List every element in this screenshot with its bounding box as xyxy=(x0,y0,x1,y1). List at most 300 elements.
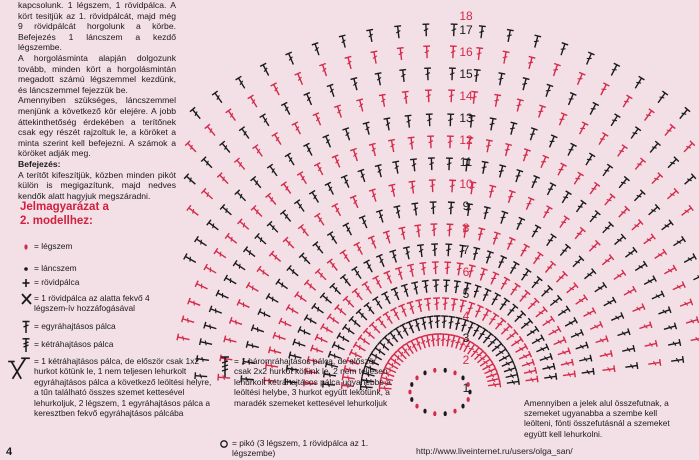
stitch-mark xyxy=(560,359,573,368)
stitch-mark xyxy=(475,48,483,61)
stitch-mark xyxy=(531,35,541,48)
stitch-mark xyxy=(653,249,667,261)
stitch-mark xyxy=(419,317,428,330)
stitch-mark xyxy=(449,68,456,80)
stitch-mark xyxy=(471,247,480,260)
stitch-mark xyxy=(483,251,493,265)
stitch-mark xyxy=(646,204,659,217)
stitch-mark xyxy=(309,191,321,205)
stitch-mark xyxy=(557,348,571,358)
stitch-mark xyxy=(234,158,247,172)
stitch-mark xyxy=(406,321,417,335)
stitch-mark xyxy=(433,298,440,310)
round-number: 4 xyxy=(462,309,470,323)
stitch-mark xyxy=(514,99,524,112)
ring-chain xyxy=(423,409,426,414)
round-number: 14 xyxy=(459,89,473,103)
stitch-mark xyxy=(375,73,384,86)
stitch-mark xyxy=(539,353,553,363)
stitch-mark xyxy=(518,244,530,258)
legend-title-line-2: 2. modellhez: xyxy=(20,215,93,227)
stitch-mark xyxy=(295,72,306,86)
legend-text: = kétráhajtásos pálca xyxy=(34,339,114,349)
stitch-mark xyxy=(177,334,190,343)
stitch-mark xyxy=(550,64,560,78)
stitch-mark xyxy=(584,52,595,66)
stitch-mark xyxy=(667,339,680,348)
stitch-mark xyxy=(480,289,491,303)
stitch-mark xyxy=(490,232,500,246)
stitch-mark xyxy=(683,254,697,266)
stitch-mark xyxy=(381,292,393,306)
finish-text: A terítőt kifeszítjük, közben minden pikót külön is megigazítunk, majd nedves kendők alatt hagyjuk megszáradni. xyxy=(18,169,176,201)
stitch-mark xyxy=(201,188,214,201)
stitch-mark xyxy=(271,83,283,97)
single-crochet-icon xyxy=(20,276,34,290)
stitch-mark xyxy=(411,282,420,295)
stitch-mark xyxy=(260,114,272,128)
stitch-mark xyxy=(448,90,455,102)
stitch-mark xyxy=(349,316,363,329)
stitch-mark xyxy=(376,254,387,268)
stitch-mark xyxy=(565,93,576,107)
stitch-mark xyxy=(287,265,301,278)
stitch-mark xyxy=(395,267,405,281)
round-number: 1 xyxy=(462,381,470,395)
stitch-mark xyxy=(330,283,343,296)
stitch-mark xyxy=(298,224,311,238)
stitch-mark xyxy=(608,114,620,128)
stitch-mark xyxy=(220,204,233,217)
stitch-mark xyxy=(477,268,487,282)
stitch-mark xyxy=(190,107,203,121)
stitch-mark xyxy=(332,342,346,353)
stitch-mark xyxy=(481,361,495,373)
stitch-mark xyxy=(575,342,589,352)
ring-chain xyxy=(433,411,436,416)
stitch-mark xyxy=(248,95,260,109)
chain-stitch-icon xyxy=(20,240,34,254)
stitch-mark xyxy=(187,205,201,218)
stitch-mark xyxy=(255,233,268,246)
stitch-mark xyxy=(195,236,209,248)
ring-chain xyxy=(444,368,447,373)
triple-treble-cluster-icon xyxy=(218,355,232,379)
stitch-mark xyxy=(217,173,230,186)
stitch-mark xyxy=(185,141,198,154)
stitch-mark xyxy=(529,176,540,190)
stitch-mark xyxy=(571,172,583,186)
legend-text: = egyráhajtásos pálca xyxy=(34,321,116,331)
stitch-mark xyxy=(593,282,607,294)
legend-title-line-1: Jelmagyarázat a xyxy=(20,201,109,213)
stitch-mark xyxy=(327,84,337,98)
stitch-mark xyxy=(628,127,641,141)
stitch-mark xyxy=(200,338,213,347)
stitch-mark xyxy=(648,359,661,367)
stitch-mark xyxy=(512,311,525,324)
stitch-mark xyxy=(293,339,307,349)
stitch-mark xyxy=(311,345,325,355)
stitch-mark xyxy=(441,298,448,310)
stitch-mark xyxy=(394,26,402,39)
stitch-mark xyxy=(260,63,272,77)
stitch-mark xyxy=(665,188,678,201)
stitch-mark xyxy=(663,265,677,277)
stitch-mark xyxy=(671,281,685,292)
stitch-mark xyxy=(432,280,439,292)
stitch-mark xyxy=(272,133,284,147)
diagram-rounds xyxy=(177,24,699,392)
stitch-mark xyxy=(500,358,514,369)
stitch-mark xyxy=(449,46,456,58)
stitch-mark xyxy=(546,135,557,149)
stitch-mark xyxy=(369,143,379,156)
stitch-mark xyxy=(445,244,452,256)
stitch-mark xyxy=(600,255,614,268)
stitch-mark xyxy=(547,326,561,338)
round-number: 17 xyxy=(459,23,473,37)
stitch-mark xyxy=(327,314,341,327)
stitch-mark xyxy=(339,35,349,48)
stitch-mark xyxy=(430,224,437,236)
ring-chain xyxy=(433,368,436,373)
stitch-mark xyxy=(430,202,437,214)
stitch-mark xyxy=(446,136,453,148)
stitch-mark xyxy=(625,362,638,370)
stitch-mark xyxy=(608,63,620,77)
stitch-mark xyxy=(498,211,508,225)
stitch-mark xyxy=(534,307,548,320)
stitch-mark xyxy=(480,161,489,174)
stitch-mark xyxy=(280,210,293,224)
stitch-mark xyxy=(415,300,424,313)
instructions-paragraph-2: A horgolásminta alapján dolgozunk tovább, minden kört a horgolásmintán megadott számú légszemmel kezdünk, és láncszemmel fejezzük be. xyxy=(18,52,176,95)
stitch-mark xyxy=(502,144,512,157)
stitch-mark xyxy=(408,137,416,150)
stitch-mark xyxy=(450,24,457,36)
stitch-mark xyxy=(535,344,549,355)
stitch-mark xyxy=(397,48,405,61)
stitch-mark xyxy=(432,262,439,274)
round-number: 10 xyxy=(459,177,473,191)
stitch-mark xyxy=(257,266,271,279)
stitch-mark xyxy=(662,124,675,138)
stitch-mark xyxy=(327,259,340,273)
stitch-mark xyxy=(281,102,293,116)
stitch-mark xyxy=(188,298,202,309)
stitch-mark xyxy=(383,231,393,245)
legend-text: = 1 kétráhajtásos pálca, de először csak 1x2 hurkot kötünk le, 1 nem teljesen lehurkolt egyráhajtásos pálca a következő leöltési helyre, a tűn található összes szemet kettesével lehurkoljuk, 2 légszem, 1 egyráhajtásos pálca a keresztben fekvő egyráhajtásos pálcába xyxy=(34,356,212,419)
stitch-mark xyxy=(392,352,406,365)
stitch-mark xyxy=(323,135,334,149)
stitch-mark xyxy=(204,322,217,332)
stitch-mark xyxy=(201,157,214,170)
stitch-mark xyxy=(453,317,462,330)
stitch-mark xyxy=(321,324,335,336)
stitch-mark xyxy=(677,107,690,121)
stitch-mark xyxy=(362,282,374,296)
round-number: 2 xyxy=(462,353,470,367)
stitch-mark xyxy=(304,315,318,327)
stitch-mark xyxy=(492,94,501,107)
stitch-mark xyxy=(526,56,536,69)
stitch-mark xyxy=(541,206,553,220)
stitch-mark xyxy=(610,312,624,323)
stitch-mark xyxy=(358,169,368,183)
instructions-paragraph-3: Amennyiben szükséges, láncszemmel menjünk a következő kör elejére. A jobb áttekinthetőség érdekében a terítőnek csak egy részét rajzoltuk le, a köröket a minta szerint kell befejezni. A számok a köröket adják meg. xyxy=(18,95,176,159)
stitch-mark xyxy=(299,253,312,266)
stitch-mark xyxy=(623,247,637,260)
stitch-mark xyxy=(587,211,600,225)
stitch-mark xyxy=(267,221,280,234)
stitch-mark xyxy=(630,219,643,232)
stitch-mark xyxy=(447,316,455,329)
stitch-mark xyxy=(364,260,376,274)
stitch-mark xyxy=(620,95,632,109)
stitch-mark xyxy=(224,275,238,287)
stitch-mark xyxy=(571,256,584,269)
stitch-mark xyxy=(496,256,507,270)
stitch-mark xyxy=(389,250,399,264)
stitch-mark xyxy=(375,165,385,178)
stitch-mark xyxy=(471,285,481,299)
stitch-mark xyxy=(212,91,225,105)
stitch-mark xyxy=(520,78,530,91)
stitch-mark xyxy=(390,308,402,322)
stitch-mark xyxy=(298,326,312,337)
stitch-mark xyxy=(340,250,352,264)
stitch-mark xyxy=(666,157,679,170)
stitch-mark xyxy=(478,26,486,39)
stitch-mark xyxy=(565,283,579,296)
stitch-mark xyxy=(602,194,615,208)
stitch-mark xyxy=(660,220,674,233)
stitch-mark xyxy=(184,254,198,266)
stitch-mark xyxy=(558,43,568,57)
stitch-mark xyxy=(220,141,233,155)
stitch-mark xyxy=(544,183,556,197)
round-number: 6 xyxy=(462,265,470,279)
stitch-mark xyxy=(320,293,334,306)
stitch-mark xyxy=(292,122,304,136)
stitch-mark xyxy=(440,316,447,328)
stitch-mark xyxy=(682,174,695,187)
legend-text: = 1 rövidpálca az alatta fekvő 4 légszem-ív hozzáfogásával xyxy=(34,293,150,314)
stitch-mark xyxy=(447,202,454,214)
stitch-mark xyxy=(409,181,417,194)
stitch-mark xyxy=(508,283,520,297)
stitch-mark xyxy=(633,158,646,172)
stitch-mark xyxy=(371,51,380,64)
stitch-mark xyxy=(638,321,652,331)
stitch-mark xyxy=(239,127,252,141)
stitch-mark xyxy=(251,325,265,335)
stitch-mark xyxy=(411,203,419,216)
stitch-mark xyxy=(337,333,351,345)
stitch-mark xyxy=(552,337,566,348)
ring-chain xyxy=(453,371,456,376)
stitch-mark xyxy=(529,225,541,239)
legend-text: = pikó (3 légszem, 1 rövidpálca az 1. légszembe) xyxy=(232,438,369,459)
stitch-mark xyxy=(642,109,655,123)
stitch-mark xyxy=(598,83,610,97)
ring-chain xyxy=(461,376,464,381)
stitch-mark xyxy=(531,252,543,266)
stitch-mark xyxy=(332,155,343,169)
stitch-mark xyxy=(304,280,318,293)
stitch-mark xyxy=(587,240,600,253)
stitch-mark xyxy=(334,105,344,119)
stitch-mark xyxy=(303,143,315,157)
stitch-mark xyxy=(425,90,432,102)
stitch-mark xyxy=(600,222,613,235)
stitch-mark xyxy=(434,334,441,346)
stitch-mark xyxy=(224,336,237,346)
stitch-mark xyxy=(225,233,239,246)
stitch-mark xyxy=(556,113,567,127)
stitch-mark xyxy=(315,269,328,282)
round-number: 8 xyxy=(462,221,470,235)
finish-title: Befejezés: xyxy=(18,158,61,169)
stitch-mark xyxy=(541,316,555,328)
stitch-mark xyxy=(510,336,524,348)
stitch-mark xyxy=(446,224,453,236)
stitch-mark xyxy=(543,84,553,98)
stitch-mark xyxy=(525,326,539,338)
legend-text: = rövidpálca xyxy=(34,277,80,287)
stitch-mark xyxy=(488,272,499,286)
round-number: 18 xyxy=(459,9,473,23)
double-crochet-icon xyxy=(20,320,34,334)
stitch-mark xyxy=(447,114,454,126)
stitch-mark xyxy=(587,182,600,196)
stitch-mark xyxy=(663,323,676,333)
stitch-mark xyxy=(649,173,662,186)
stitch-mark xyxy=(449,180,456,192)
stitch-mark xyxy=(535,105,545,119)
stitch-mark xyxy=(587,102,599,116)
stitch-mark xyxy=(403,247,412,260)
stitch-mark xyxy=(589,321,603,332)
stitch-mark xyxy=(343,223,355,237)
stitch-mark xyxy=(523,197,534,211)
stitch-mark xyxy=(230,317,244,327)
stitch-mark xyxy=(410,159,418,172)
ring-chain xyxy=(408,390,411,395)
stitch-mark xyxy=(312,43,322,57)
stitch-mark xyxy=(389,184,398,197)
stitch-mark xyxy=(517,290,530,304)
stitch-mark xyxy=(480,309,492,323)
stitch-mark xyxy=(402,91,410,104)
round-number: 12 xyxy=(459,133,473,147)
stitch-mark xyxy=(335,305,349,318)
stitch-mark xyxy=(643,276,657,288)
stitch-mark xyxy=(372,297,384,311)
stitch-mark xyxy=(407,264,416,277)
stitch-mark xyxy=(246,341,259,351)
stitch-mark xyxy=(313,113,324,127)
stitch-mark xyxy=(314,213,326,227)
stitch-mark xyxy=(405,115,413,128)
stitch-mark xyxy=(612,234,625,247)
stitch-mark xyxy=(562,370,575,378)
stitch-mark xyxy=(680,205,694,218)
stitch-mark xyxy=(356,99,366,112)
stitch-mark xyxy=(503,365,517,375)
stitch-mark xyxy=(286,52,297,66)
slip-stitch-icon xyxy=(20,262,34,276)
stitch-mark xyxy=(251,206,264,219)
stitch-mark xyxy=(621,345,634,354)
stitch-mark xyxy=(204,264,218,276)
stitch-mark xyxy=(557,216,569,230)
stitch-mark xyxy=(497,298,509,312)
stitch-mark xyxy=(359,216,370,230)
instructions-paragraph-1: kapcsolunk. 1 légszem, 1 rövidpálca. A kört tesitjük az 1. rövidpálcát, majd még 9 rövidpálcát horgolunk a körbe. Befejezés 1 láncszem a kezdő légszembe. xyxy=(18,0,176,53)
stitch-mark xyxy=(582,308,596,320)
stitch-mark xyxy=(525,376,538,384)
stitch-mark xyxy=(426,114,433,126)
stitch-mark xyxy=(616,328,630,338)
stitch-mark xyxy=(595,335,609,345)
stitch-mark xyxy=(574,295,588,307)
stitch-mark xyxy=(556,306,570,318)
stitch-mark xyxy=(596,133,608,147)
stitch-mark xyxy=(383,312,395,326)
round-number: 9 xyxy=(462,199,470,213)
stitch-mark xyxy=(342,128,352,142)
stitch-mark xyxy=(672,236,686,248)
stitch-mark xyxy=(582,269,596,282)
stitch-mark xyxy=(422,280,430,293)
stitch-mark xyxy=(507,262,519,276)
stitch-mark xyxy=(237,299,251,310)
stitch-mark xyxy=(583,153,595,167)
stitch-mark xyxy=(599,350,612,359)
stitch-mark xyxy=(574,72,585,86)
stitch-mark xyxy=(352,267,364,281)
stitch-mark xyxy=(313,242,326,256)
ring-chain xyxy=(410,382,413,387)
stitch-mark xyxy=(473,70,481,83)
stitch-mark xyxy=(269,347,282,357)
legend-text: = légszem xyxy=(34,241,73,251)
stitch-mark xyxy=(558,244,571,258)
stitch-mark xyxy=(236,76,248,90)
stitch-mark xyxy=(295,292,309,305)
stitch-mark xyxy=(642,234,656,247)
stitch-mark xyxy=(682,141,695,154)
stitch-mark xyxy=(304,93,315,107)
stitch-mark xyxy=(472,305,483,319)
stitch-mark xyxy=(285,153,297,167)
round-number: 5 xyxy=(462,287,470,301)
stitch-mark xyxy=(394,206,403,219)
stitch-mark xyxy=(434,316,441,328)
stitch-mark xyxy=(481,207,490,220)
stitch-mark xyxy=(366,29,375,42)
stitch-mark xyxy=(446,158,453,170)
stitch-mark xyxy=(253,145,266,159)
stitch-mark xyxy=(424,298,432,311)
stitch-mark xyxy=(399,70,407,83)
stitch-mark xyxy=(555,163,567,177)
stitch-mark xyxy=(258,309,272,320)
stitch-mark xyxy=(505,304,518,318)
stitch-mark xyxy=(269,251,283,264)
